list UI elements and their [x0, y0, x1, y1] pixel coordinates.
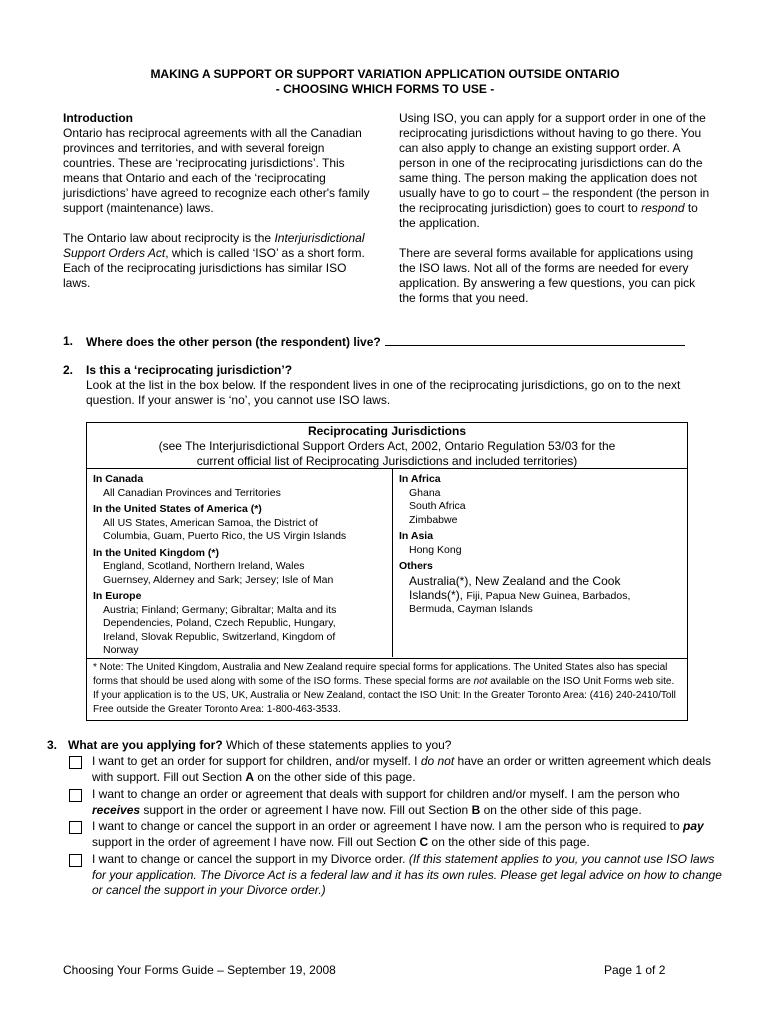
option-a-text — [92, 754, 722, 785]
reciprocating-jurisdictions-box — [86, 422, 688, 721]
region-asia: In Asia — [399, 530, 434, 542]
option-a-part-1: I want to get an order for support for children, and/or myself. I — [92, 754, 421, 768]
option-c-emphasis: pay — [683, 819, 704, 833]
box-title: Reciprocating Jurisdictions — [307, 424, 467, 438]
option-b-checkbox[interactable] — [69, 789, 82, 802]
others-line-2 — [399, 589, 687, 604]
option-a-part-3: on the other side of this page. — [254, 769, 416, 784]
option-b-part-2: support in the order or agreement I have now. Fill out Section — [140, 802, 472, 817]
question-2 — [63, 363, 723, 407]
box-right-column — [393, 469, 687, 657]
country-south-africa: South Africa — [409, 500, 466, 512]
box-subtitle-2: current official list of Reciprocating Jurisdictions and included territories) — [196, 454, 578, 468]
option-c-part-1: I want to change or cancel the support in an order or agreement I have now. I am the person who is required to — [92, 819, 684, 833]
iso-act-name: Interjurisdictional Support Orders Act — [63, 231, 365, 260]
jurisdiction-line: Ireland, Slovak Republic, Switzerland, Kingdom of — [103, 630, 336, 643]
intro-heading: Introduction — [63, 111, 133, 125]
box-note — [87, 658, 687, 721]
question-3 — [47, 738, 727, 753]
jurisdiction-line: All US States, American Samoa, the District of — [103, 516, 318, 529]
region-in-the-united-states-of-america: In the United States of America (*) — [93, 503, 262, 515]
region-in-the-united-kingdom: In the United Kingdom (*) — [93, 546, 219, 559]
document-title-line2: - CHOOSING WHICH FORMS TO USE - — [275, 82, 495, 96]
jurisdiction-line: Guernsey, Alderney and Sark; Jersey; Isle of Man — [103, 573, 334, 586]
region-africa: In Africa — [399, 473, 441, 485]
note-text-a: * Note: The United Kingdom, Australia and New Zealand require special forms for applications. The United States also has special forms that should be used along with some of the ISO forms. These special forms are — [93, 662, 668, 687]
intro-right-column — [399, 111, 711, 321]
box-header — [87, 423, 687, 469]
jurisdiction-line: All Canadian Provinces and Territories — [103, 486, 281, 499]
country-ghana: Ghana — [409, 486, 441, 499]
option-a-checkbox[interactable] — [69, 756, 82, 769]
option-c-part-3: on the other side of this page. — [428, 834, 590, 849]
option-a-italic: do not — [420, 754, 455, 768]
option-d-part-1: I want to change or cancel the support in my Divorce order. — [92, 852, 409, 866]
region-in-europe: In Europe — [93, 590, 142, 602]
jurisdiction-line: Norway — [103, 644, 139, 656]
box-left-column — [87, 469, 393, 657]
region-others: Others — [399, 560, 433, 572]
question-2-heading: Is this a ‘reciprocating jurisdiction’? — [86, 363, 293, 377]
intro-p2-text-b: , which is called ‘ISO’ as a short form. Each of the reciprocating jurisdictions has similar ISO laws. — [63, 246, 365, 290]
intro-p3-text-a: Using ISO, you can apply for a support order in one of the reciprocating jurisdictions without having to go there. You can also apply to change an existing support order. A person in one of the reciprocating jurisdictions can do the same thing. The person making the application does not usually have to go to court – the respondent (the person in the reciprocating jurisdiction) goes to court to — [399, 111, 710, 215]
country-hong-kong: Hong Kong — [409, 543, 462, 556]
question-3-number: 3. — [47, 738, 58, 752]
option-d-checkbox[interactable] — [69, 854, 82, 867]
respondent-location-field[interactable] — [385, 334, 685, 346]
option-c-section: C — [419, 834, 429, 849]
jurisdiction-line: England, Scotland, Northern Ireland, Wales — [103, 560, 305, 572]
intro-paragraph-1: Ontario has reciprocal agreements with all the Canadian provinces and territories, and with several foreign countries. These are ‘reciprocating jurisdictions’. This means that Ontario and each of the ‘reciprocating jurisdictions’ have agreed to recognize each other's family support (maintenance) laws. — [63, 126, 370, 215]
option-b-emphasis: receives — [92, 802, 141, 817]
question-3-text: Which of these statements applies to you? — [222, 738, 452, 752]
question-2-number: 2. — [63, 363, 74, 377]
country-zimbabwe: Zimbabwe — [409, 513, 458, 526]
option-b-part-1: I want to change an order or agreement that deals with support for children and/or myself. I am the person who — [92, 787, 680, 801]
option-b-section: B — [471, 802, 481, 817]
option-d-italic: (If this statement applies to you, you cannot use ISO laws for your application. The Divorce Act is a federal law and it has its own rules. Please get legal advice on how to change or cancel the support in your Divorce order.) — [92, 852, 722, 897]
intro-left-column — [63, 111, 375, 306]
box-subtitle-1: (see The Interjurisdictional Support Orders Act, 2002, Ontario Regulation 53/03 for the — [158, 439, 616, 453]
jurisdiction-line: Austria; Finland; Germany; Gibraltar; Malta and its — [103, 603, 337, 616]
intro-paragraph-3 — [399, 111, 711, 231]
footer-left: Choosing Your Forms Guide – September 19, 2008 — [63, 963, 336, 977]
option-d-text — [92, 852, 722, 899]
option-c-text — [92, 819, 722, 850]
note-italic: not — [473, 676, 488, 687]
question-1-text: Where does the other person (the respondent) live? — [86, 335, 381, 349]
page-number: Page 1 of 2 — [604, 963, 666, 977]
jurisdiction-line: Dependencies, Poland, Czech Republic, Hungary, — [103, 617, 336, 629]
others-line-1: Australia(*), New Zealand and the Cook — [409, 573, 621, 588]
question-1 — [63, 334, 723, 349]
question-3-heading: What are you applying for? — [68, 738, 223, 752]
question-1-number: 1. — [63, 334, 74, 348]
intro-p3-text-b: to the application. — [399, 201, 698, 230]
option-a-section: A — [245, 769, 255, 784]
document-title-line1: MAKING A SUPPORT OR SUPPORT VARIATION APPLICATION OUTSIDE ONTARIO — [150, 67, 620, 81]
intro-paragraph-2 — [63, 231, 375, 291]
option-b-text — [92, 787, 722, 818]
region-in-canada: In Canada — [93, 473, 144, 485]
option-b-part-3: on the other side of this page. — [480, 802, 642, 817]
jurisdiction-line: Columbia, Guam, Puerto Rico, the US Virgin Islands — [103, 530, 347, 542]
question-2-text: Look at the list in the box below. If the respondent lives in one of the reciprocating jurisdictions, go on to the next question. If your answer is ‘no’, you cannot use ISO laws. — [86, 378, 681, 407]
note-text-b: available on the ISO Unit Forms web site. If your application is to the US, UK, Australia or New Zealand, contact the ISO Unit: In the Greater Toronto Area: (416) 240-2410/Toll Free outside the Greater Toronto Area: 1-800-463-3533. — [93, 676, 676, 715]
others-line-3: Bermuda, Cayman Islands — [409, 603, 533, 615]
intro-paragraph-4: There are several forms available for applications using the ISO laws. Not all of the forms are needed for every application. By answering a few questions, you can pick the forms that you need. — [399, 246, 696, 305]
intro-p2-text-a: The Ontario law about reciprocity is the — [63, 231, 275, 245]
others-line-2-large: Islands(*), — [409, 587, 467, 602]
option-a-part-2: have an order or written agreement which deals with support. Fill out Section — [92, 754, 712, 784]
others-line-2-small: Fiji, Papua New Guinea, Barbados, — [466, 589, 631, 602]
option-c-checkbox[interactable] — [69, 821, 82, 834]
option-c-part-2: support in the order of agreement I have now. Fill out Section — [92, 834, 420, 849]
intro-p3-italic: respond — [641, 201, 685, 215]
